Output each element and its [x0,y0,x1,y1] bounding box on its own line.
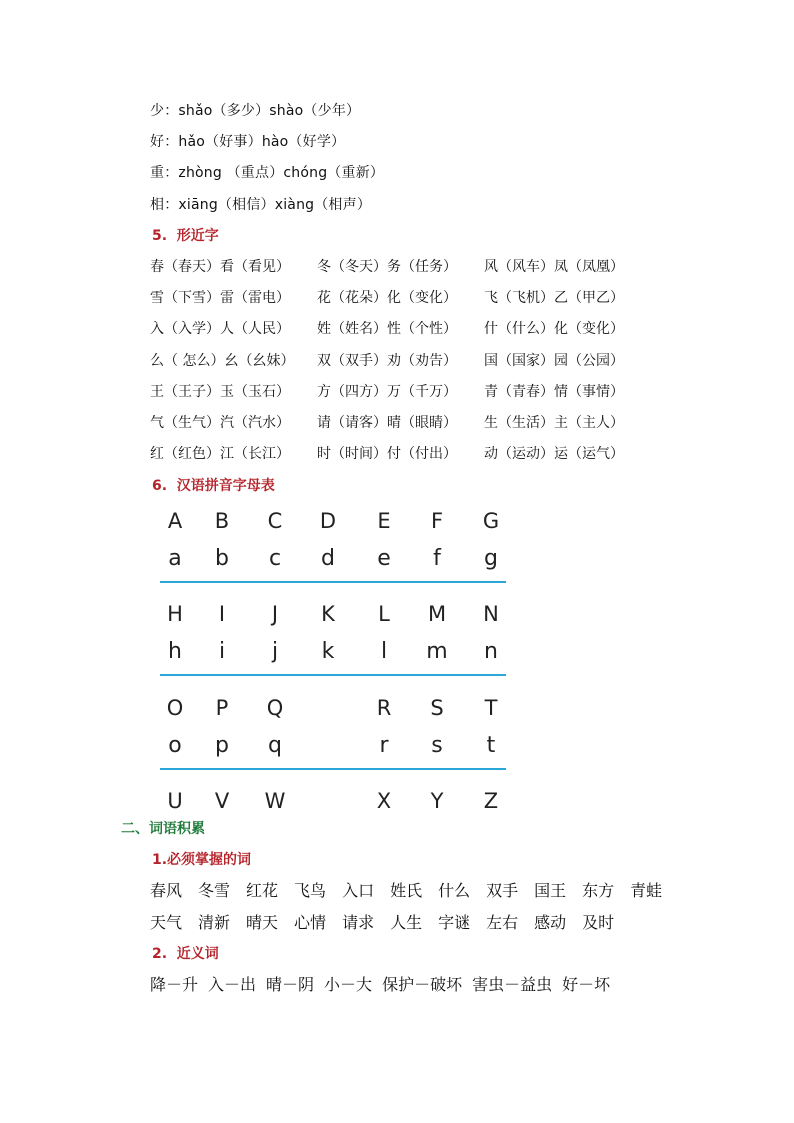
uppercase-letter: W [264,789,286,813]
similar-chars-cell: 国（国家）园（公园） [484,353,624,369]
similar-chars-cell: 冬（冬天）务（任务） [317,259,457,275]
polyphone-line: 相：xiāng（相信）xiàng（相声） [150,197,372,213]
similar-chars-cell: 青（青春）情（事情） [484,384,624,400]
uppercase-letter: D [319,509,337,533]
similar-chars-cell: 王（王子）玉（玉石） [150,384,290,400]
polyphone-line: 好：hǎo（好事）hào（好学） [150,134,346,150]
uppercase-letter: R [376,696,392,720]
lowercase-letter: h [168,639,182,664]
word-item: 国王 [534,881,567,900]
word-item: 心情 [294,913,327,932]
word-item: 冬雪 [198,881,231,900]
similar-chars-cell: 红（红色）江（长江） [150,446,290,462]
word-item: 降－升 [150,975,199,994]
word-item: 小－大 [324,975,373,994]
similar-chars-cell: 风（风车）凤（凤凰） [484,259,624,275]
lowercase-letter: p [215,733,229,758]
word-item: 左右 [486,913,519,932]
similar-chars-cell: 生（生活）主（主人） [484,415,624,431]
similar-chars-cell: 花（花朵）化（变化） [317,290,457,306]
word-item: 及时 [582,913,615,932]
lowercase-letter: j [271,639,279,664]
similar-chars-cell: 气（生气）汽（汽水） [150,415,290,431]
uppercase-letter: I [218,602,226,626]
word-item: 清新 [198,913,231,932]
lowercase-letter: l [380,639,388,664]
word-item: 请求 [342,913,375,932]
uppercase-letter: C [267,509,283,533]
lowercase-letter: b [215,546,229,571]
uppercase-letter: K [321,602,335,626]
row-divider [160,581,506,583]
word-item: 入口 [342,881,375,900]
similar-chars-cell: 雪（下雪）雷（雷电） [150,290,290,306]
lowercase-letter: r [379,733,389,758]
lowercase-letter: k [321,639,335,664]
similar-chars-cell: 双（双手）劝（劝告） [317,353,457,369]
similar-chars-cell: 入（入学）人（人民） [150,321,290,337]
uppercase-letter: L [378,602,390,626]
uppercase-letter: O [166,696,184,720]
word-item: 天气 [150,913,183,932]
uppercase-letter: V [214,789,230,813]
uppercase-letter: F [430,509,444,533]
uppercase-letter: P [215,696,229,720]
similar-chars-cell: 什（什么）化（变化） [484,321,624,337]
uppercase-letter: J [271,602,279,626]
word-item: 什么 [438,881,471,900]
lowercase-letter: s [431,733,443,758]
lowercase-letter: i [218,639,226,664]
uppercase-letter: U [167,789,183,813]
row-divider [160,674,506,676]
lowercase-letter: t [486,733,496,758]
uppercase-letter: Q [266,696,284,720]
similar-chars-cell: 飞（飞机）乙（甲乙） [484,290,624,306]
lowercase-letter: d [321,546,335,571]
word-item: 红花 [246,881,279,900]
lowercase-letter: a [168,546,182,571]
similar-chars-cell: 春（春天）看（看见） [150,259,290,275]
lowercase-letter: g [484,546,498,571]
word-list-row-2 [150,912,630,934]
similar-chars-cell: 姓（姓名）性（个性） [317,321,457,337]
uppercase-letter: E [377,509,391,533]
uppercase-letter: T [484,696,498,720]
uppercase-letter: S [430,696,444,720]
word-list-row-1 [150,880,678,902]
word-item: 好－坏 [562,975,611,994]
uppercase-letter: H [167,602,183,626]
subsection-1-heading: 1.必须掌握的词 [152,852,252,868]
similar-chars-cell: 请（请客）晴（眼睛） [317,415,457,431]
synonym-list [150,974,620,996]
uppercase-letter: Y [430,789,444,813]
word-item: 姓氏 [390,881,423,900]
lowercase-letter: c [268,546,282,571]
word-item: 害虫－益虫 [472,975,553,994]
lowercase-letter: m [426,639,448,664]
word-item: 东方 [582,881,615,900]
word-item: 晴天 [246,913,279,932]
uppercase-letter: B [214,509,230,533]
lowercase-letter: n [484,639,498,664]
word-item: 保护－破坏 [382,975,463,994]
word-item: 入－出 [208,975,257,994]
word-item: 人生 [390,913,423,932]
row-divider [160,768,506,770]
word-item: 感动 [534,913,567,932]
uppercase-letter: N [483,602,499,626]
word-item: 青蛙 [630,881,663,900]
lowercase-letter: o [168,733,182,758]
uppercase-letter: M [427,602,447,626]
word-item: 双手 [486,881,519,900]
part-2-heading: 二、词语积累 [121,821,205,837]
subsection-2-heading: 2. 近义词 [152,946,219,962]
similar-chars-cell: 动（运动）运（运气） [484,446,624,462]
uppercase-letter: Z [483,789,499,813]
polyphone-line: 重：zhòng （重点）chóng（重新） [150,165,385,181]
section-6-heading: 6. 汉语拼音字母表 [152,478,275,494]
similar-chars-cell: 方（四方）万（千万） [317,384,457,400]
similar-chars-cell: 时（时间）付（付出） [317,446,457,462]
polyphone-line: 少：shǎo（多少）shào（少年） [150,103,361,119]
similar-chars-cell: 么（ 怎么）幺（幺妹） [150,353,295,369]
lowercase-letter: f [433,546,441,571]
uppercase-letter: X [376,789,392,813]
uppercase-letter: A [167,509,183,533]
section-5-heading: 5. 形近字 [152,228,219,244]
word-item: 飞鸟 [294,881,327,900]
word-item: 字谜 [438,913,471,932]
lowercase-letter: q [268,733,282,758]
word-item: 春风 [150,881,183,900]
word-item: 晴－阴 [266,975,315,994]
uppercase-letter: G [482,509,500,533]
lowercase-letter: e [377,546,391,571]
